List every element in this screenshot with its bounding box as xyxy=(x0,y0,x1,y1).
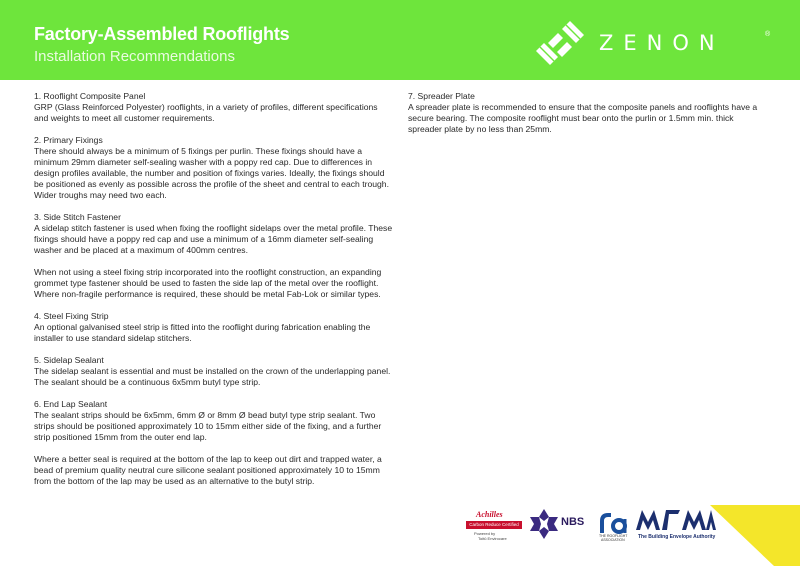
brand-name: ZENON xyxy=(599,31,725,55)
page-title: Factory-Assembled Rooflights xyxy=(34,24,290,44)
section-composite-panel xyxy=(34,91,394,124)
mcrma-logo-icon xyxy=(636,508,716,532)
section-end-lap-sealant xyxy=(34,399,394,487)
section-paragraph: A spreader plate is recommended to ensure that the composite panels and rooflights have a secure bearing. The composite rooflight must bear onto the purlin or 1.5mm min. thick spreader plate by no less than 25mm. xyxy=(408,102,758,134)
section-sidelap-sealant xyxy=(34,355,394,388)
section-paragraph: The sidelap sealant is essential and must be installed on the crown of the underlapping panel. The sealant should be a continuous 6x5mm butyl type strip. xyxy=(34,366,391,387)
ra-sub1: THE ROOFLIGHT xyxy=(599,534,628,538)
page-subtitle: Installation Recommendations xyxy=(34,48,235,65)
section-paragraph: An optional galvanised steel strip is fitted into the rooflight during fabrication enabling the installer to use standard sidelap stitchers. xyxy=(34,322,371,343)
section-heading: 6. End Lap Sealant xyxy=(34,399,108,409)
section-paragraph: GRP (Glass Reinforced Polyester) rooflights, in a variety of profiles, different specifications and weights to meet all customer requirements. xyxy=(34,102,378,123)
header-band xyxy=(0,0,800,80)
accreditation-logos xyxy=(466,505,800,566)
registered-mark: ® xyxy=(765,31,771,38)
section-heading: 1. Rooflight Composite Panel xyxy=(34,91,146,101)
achilles-logo xyxy=(466,510,522,548)
section-heading: 7. Spreader Plate xyxy=(408,91,475,101)
section-heading: 3. Side Stitch Fastener xyxy=(34,212,121,222)
achilles-title: Achilles xyxy=(476,510,503,519)
section-paragraph: When not using a steel fixing strip incorporated into the rooflight construction, an expanding grommet type fastener should be used to fasten the side lap of the metal over the rooflight. Where non-fragile performance is required, these should be metal Fab-Lok or similar types. xyxy=(34,267,382,299)
section-spreader-plate xyxy=(408,91,758,135)
section-paragraph: There should always be a minimum of 5 fixings per purlin. These fixings should have a minimum 29mm diameter self-sealing washer with a poppy red cap. Due to differences in design profiles available, the number and position of fixings varies. Ideally, the fixings should be positioned as evenly as possible across the profile of the sheet and central to each trough. Wider troughs may need two each. xyxy=(34,146,389,200)
nbs-star-icon xyxy=(530,509,558,539)
section-heading: 4. Steel Fixing Strip xyxy=(34,311,109,321)
section-heading: 2. Primary Fixings xyxy=(34,135,103,145)
section-paragraph: The sealant strips should be 6x5mm, 6mm Ø or 8mm Ø bead butyl type strip sealant. Two strips should be positioned approximately 10 to 15mm either side of the fixing, and a further strip positioned 15mm from the outer end lap. xyxy=(34,410,382,442)
section-heading: 5. Sidelap Sealant xyxy=(34,355,104,365)
section-primary-fixings xyxy=(34,135,394,201)
section-paragraph: Where a better seal is required at the bottom of the lap to keep out dirt and trapped water, a bead of premium quality neutral cure silicone sealant positioned approximately 10 to 15mm from the bottom of the lap may be used as an alternative to the butyl strip. xyxy=(34,454,382,486)
achilles-sub2: Toitū Envirocare xyxy=(478,536,507,541)
section-side-stitch-fastener xyxy=(34,212,394,300)
section-paragraph: A sidelap stitch fastener is used when fixing the rooflight sidelaps over the metal profile. These fixings should have a poppy red cap and use a minimum of a 16mm diameter self-sealing washer and be placed at a maximum of 400mm centres. xyxy=(34,223,393,255)
mcrma-tagline: The Building Envelope Authority xyxy=(638,534,716,540)
ra-sub2: ASSOCIATION xyxy=(601,538,625,542)
section-steel-fixing-strip xyxy=(34,311,394,344)
left-column xyxy=(34,91,394,498)
achilles-sub1: Powered by xyxy=(474,531,496,536)
zenon-diamond-logo-icon xyxy=(536,21,584,65)
right-column xyxy=(408,91,758,146)
rooflight-association-icon xyxy=(599,512,627,534)
achilles-band: Carbon Reduce Certified xyxy=(466,521,522,529)
nbs-logo-text: NBS xyxy=(561,516,585,528)
